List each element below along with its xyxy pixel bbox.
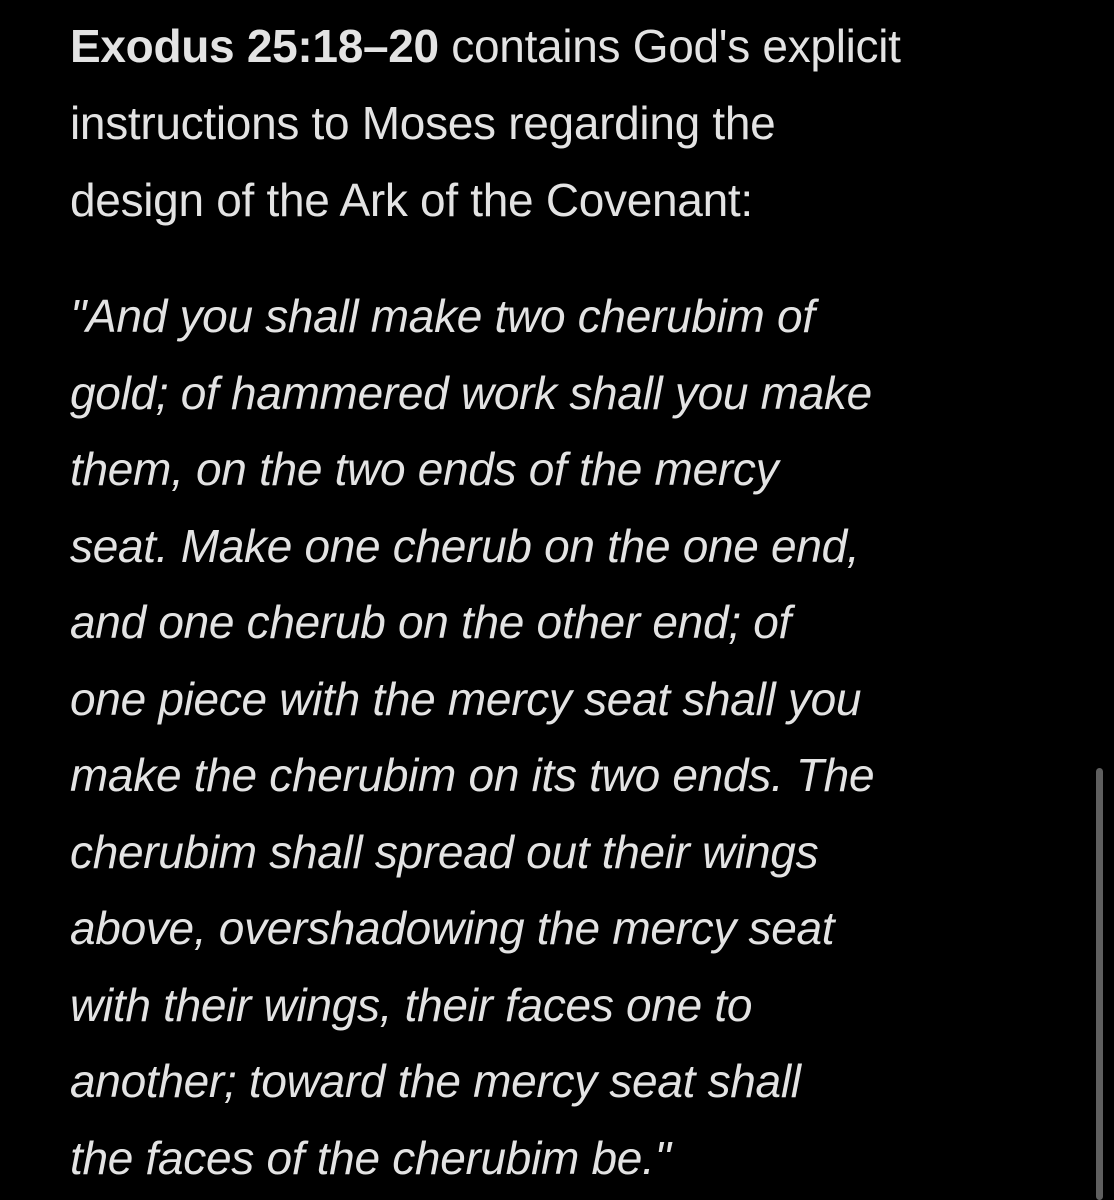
quote-line: them, on the two ends of the mercy xyxy=(70,443,779,495)
intro-line-1 xyxy=(70,8,1070,85)
quote-line: one piece with the mercy seat shall you xyxy=(70,672,862,725)
response-text xyxy=(70,8,1070,1196)
quote-line: seat. Make one cherub on the one end, xyxy=(70,519,860,572)
intro-line-3: design of the Ark of the Covenant: xyxy=(70,174,753,226)
quote-line: with their wings, their faces one to xyxy=(70,978,753,1031)
scripture-reference: Exodus 25:18–20 xyxy=(70,20,439,72)
intro-line-1-text: contains God's explicit xyxy=(438,20,901,72)
scripture-quote xyxy=(70,278,1070,1196)
scrollbar-thumb[interactable] xyxy=(1096,768,1103,1200)
quote-line: another; toward the mercy seat shall xyxy=(70,1055,801,1107)
quote-line: make the cherubim on its two ends. The xyxy=(70,749,875,801)
quote-line: the faces of the cherubim be." xyxy=(70,1131,671,1184)
quote-line: above, overshadowing the mercy seat xyxy=(70,902,835,954)
quote-line: gold; of hammered work shall you make xyxy=(70,366,872,419)
intro-paragraph xyxy=(70,8,1070,239)
quote-line: "And you shall make two cherubim of xyxy=(70,290,815,342)
quote-line: cherubim shall spread out their wings xyxy=(70,825,819,878)
intro-line-2: instructions to Moses regarding the xyxy=(70,97,776,149)
quote-line: and one cherub on the other end; of xyxy=(70,596,791,648)
